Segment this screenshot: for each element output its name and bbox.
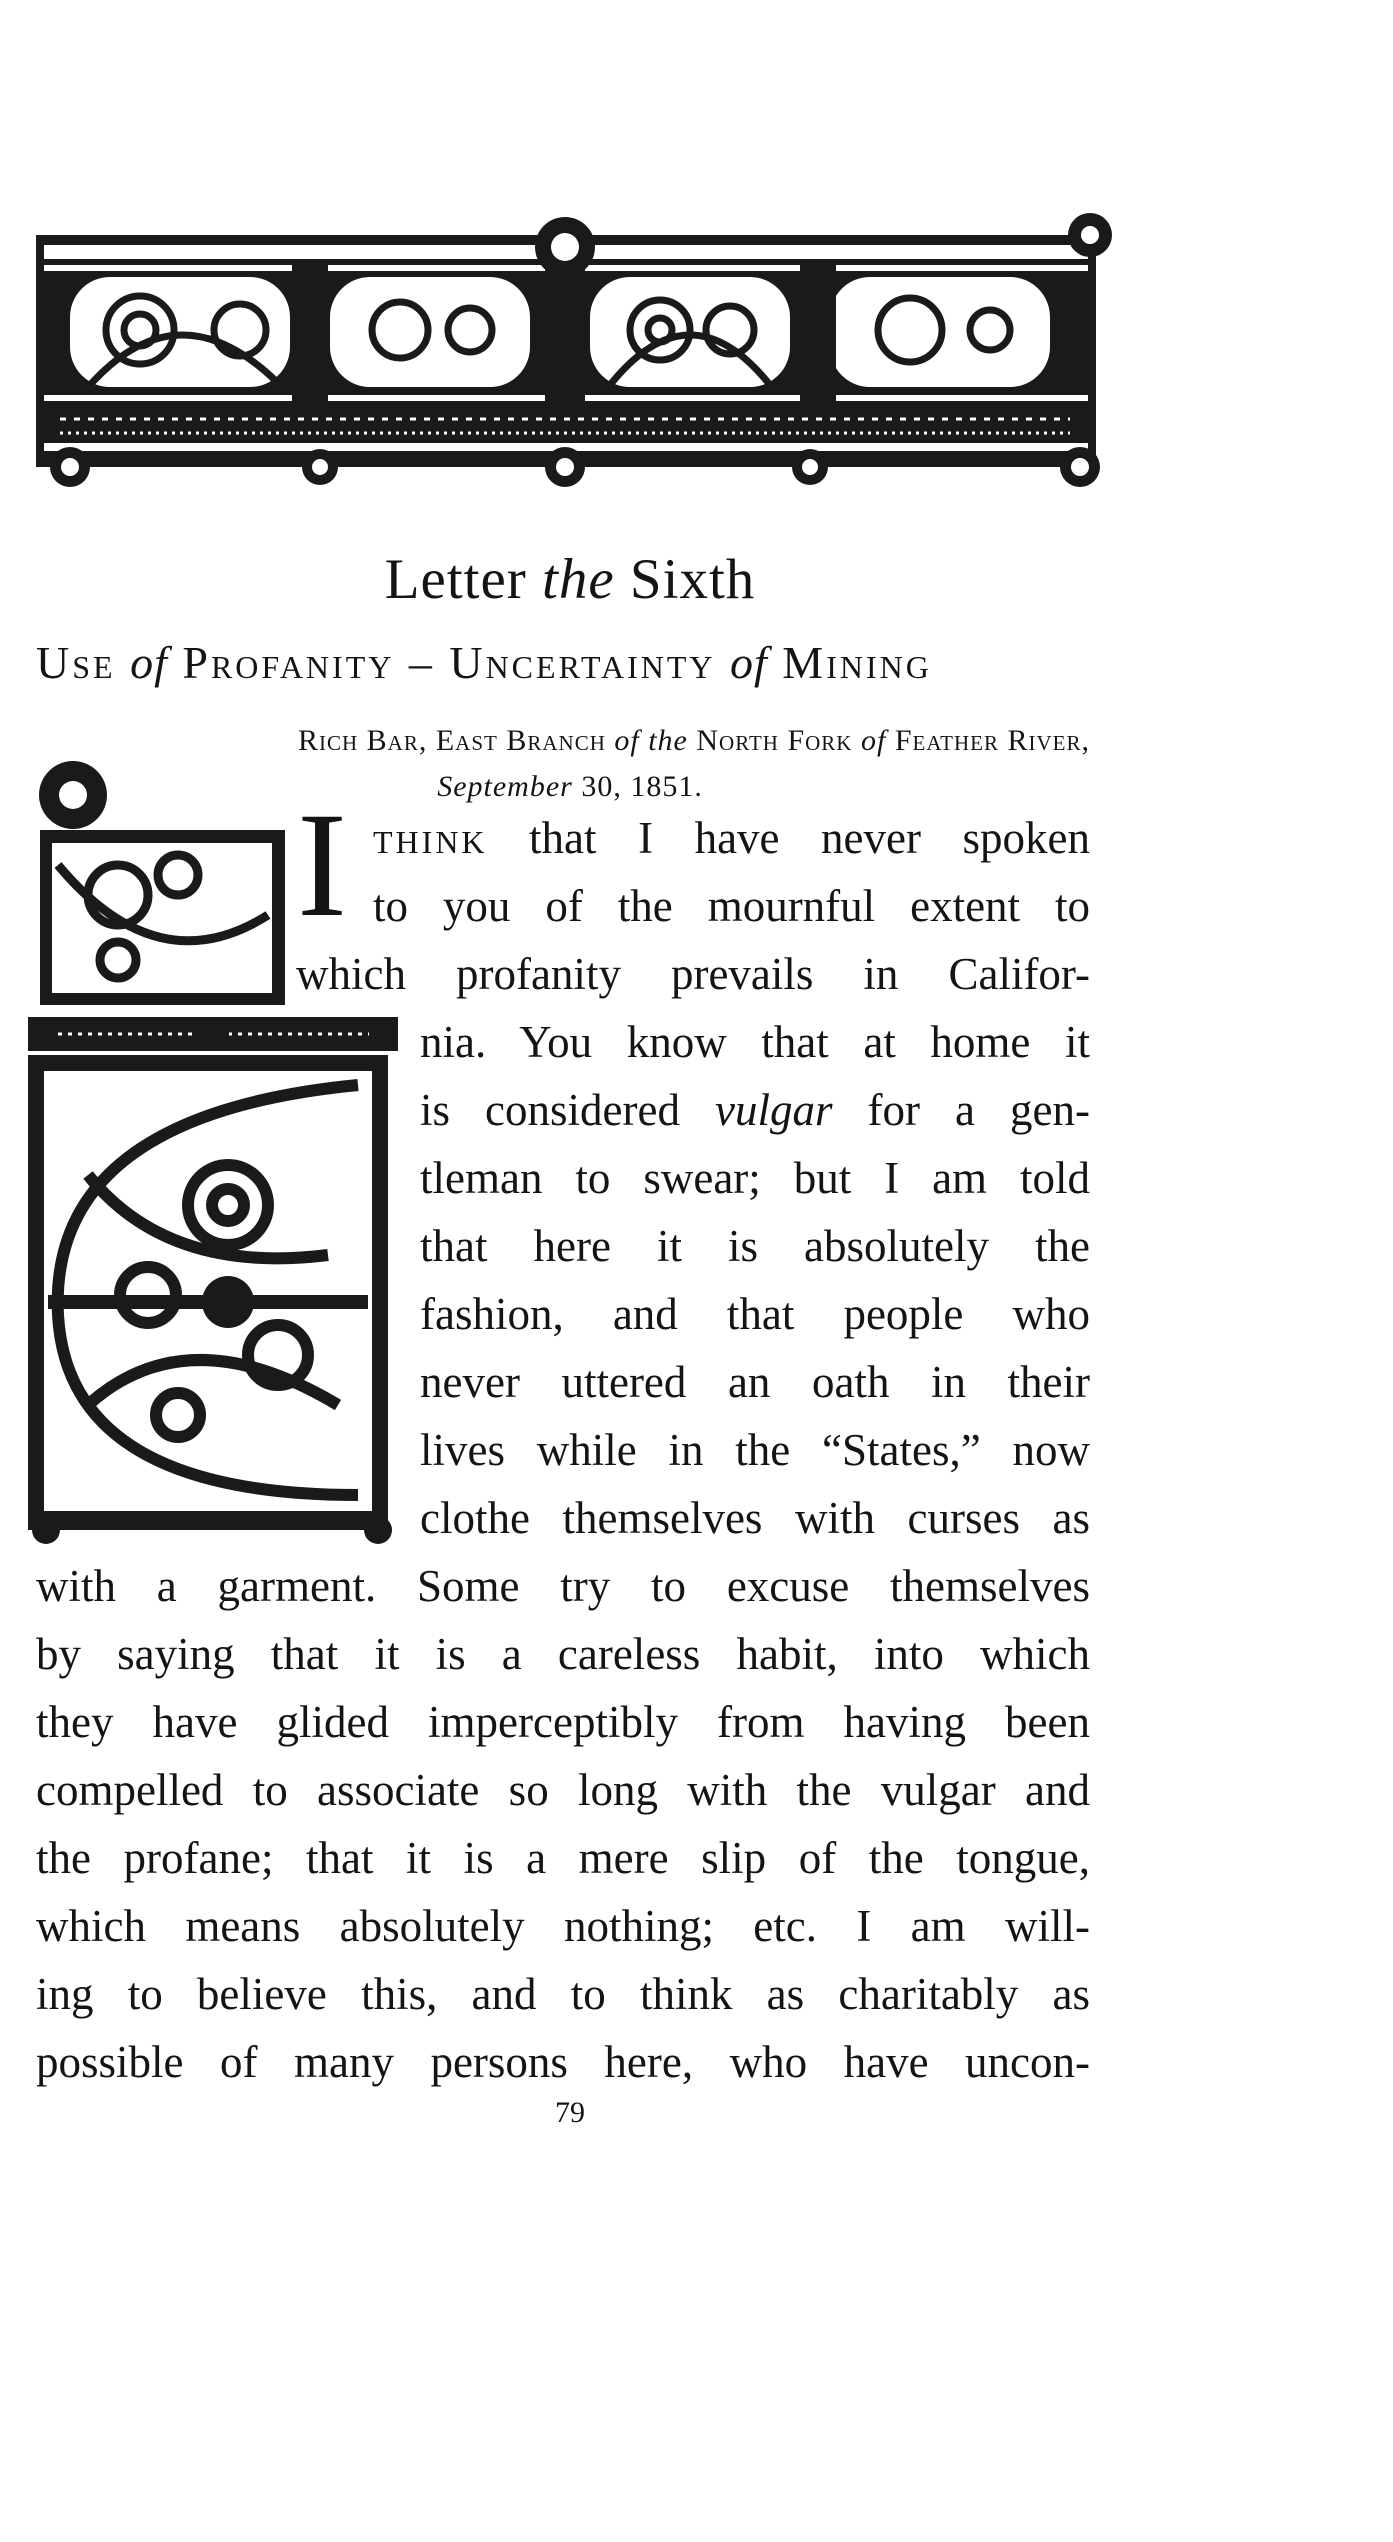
- letter-place: Rich Bar, East Branch of the North Fork of Feather River,: [298, 724, 1090, 757]
- body-line-13: by saying that it is a careless habit, into which: [36, 1629, 1090, 1679]
- chapter-subtitle: Use of Profanity – Uncertainty of Mining: [36, 637, 932, 688]
- body-line-4: nia. You know that at home it: [420, 1017, 1090, 1067]
- body-line-9: never uttered an oath in their: [420, 1357, 1090, 1407]
- letter-date: September 30, 1851.: [437, 770, 703, 803]
- body-line-6: tleman to swear; but I am told: [420, 1153, 1090, 1203]
- body-line-17: which means absolutely nothing; etc. I am will-: [36, 1901, 1090, 1951]
- body-line-3: which profanity prevails in Califor-: [296, 949, 1090, 999]
- body-line-16: the profane; that it is a mere slip of the tongue,: [36, 1833, 1090, 1883]
- chapter-title: Letter the Sixth: [384, 548, 756, 611]
- body-line-10: lives while in the “States,” now: [420, 1425, 1090, 1475]
- body-line-8: fashion, and that people who: [420, 1289, 1090, 1339]
- body-line-2: to you of the mournful extent to: [373, 881, 1090, 931]
- body-line-14: they have glided imperceptibly from having been: [36, 1697, 1090, 1747]
- body-line-1: think that I have never spoken: [373, 813, 1090, 863]
- body-line-15: compelled to associate so long with the vulgar and: [36, 1765, 1090, 1815]
- body-line-12: with a garment. Some try to excuse themselves: [36, 1561, 1090, 1611]
- body-line-7: that here it is absolutely the: [420, 1221, 1090, 1271]
- body-line-11: clothe themselves with curses as: [420, 1493, 1090, 1543]
- drop-cap-letter: I: [297, 782, 347, 948]
- page-number: 79: [555, 2096, 585, 2129]
- ornamental-header-band: [30, 205, 1130, 495]
- body-line-5: is considered vulgar for a gen-: [420, 1085, 1090, 1135]
- body-line-18: ing to believe this, and to think as charitably as: [36, 1969, 1090, 2019]
- body-line-19: possible of many persons here, who have uncon-: [36, 2037, 1090, 2087]
